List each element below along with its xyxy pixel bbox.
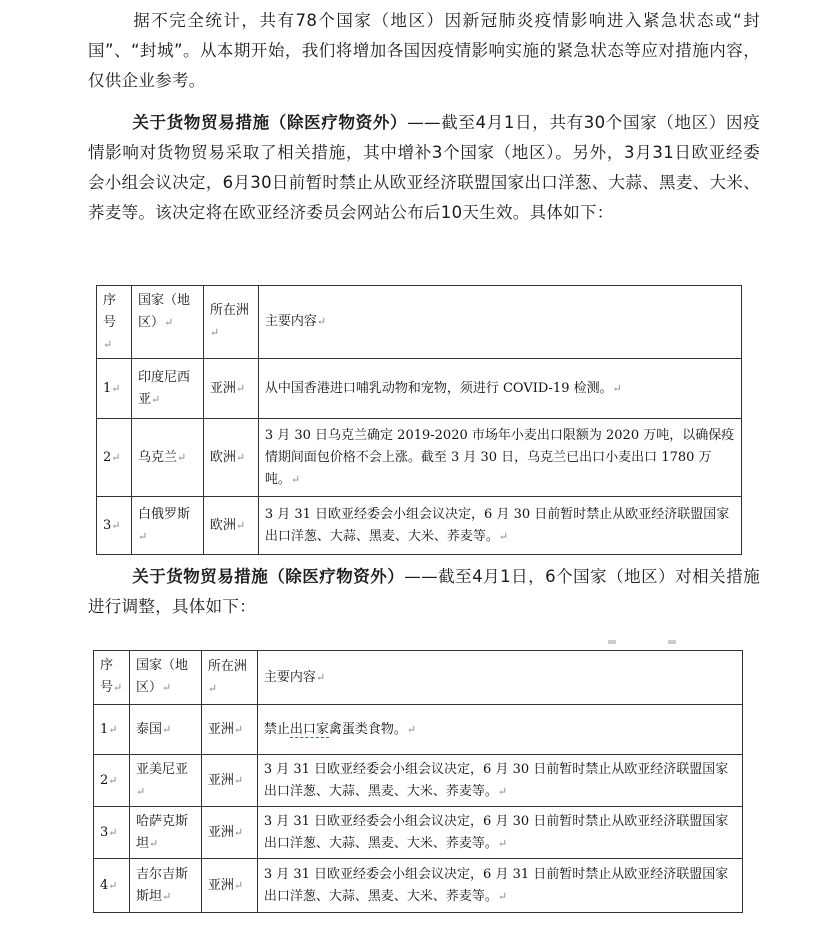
section2-paragraph <box>88 562 760 622</box>
row-country: 吉尔吉斯斯坦↵ <box>129 859 201 913</box>
intro-paragraph-2 <box>88 108 760 228</box>
row-country: 印度尼西亚↵ <box>131 359 203 419</box>
table-header-row <box>97 286 742 359</box>
row-continent: 亚洲↵ <box>201 859 257 913</box>
row-content: 3 月 31 日欧亚经委会小组会议决定，6 月 30 日前暂时禁止从欧亚经济联盟国家出口洋葱、大蒜、黑麦、大米、荞麦等。↵ <box>258 497 741 555</box>
header-no: 序号↵ <box>97 286 132 359</box>
table-row <box>97 359 742 419</box>
header-country: 国家（地区）↵ <box>129 651 201 705</box>
row-no: 3↵ <box>97 497 132 555</box>
header-continent: 所在洲↵ <box>203 286 258 359</box>
row-content: 从中国香港进口哺乳动物和宠物，须进行 COVID-19 检测。↵ <box>258 359 741 419</box>
table-row <box>94 755 743 807</box>
intro-paragraph-2-text: ——截至4月1日，共有30个国家（地区）因疫情影响对货物贸易采取了相关措施，其中增补3个国家（地区）。另外，3月31日欧亚经委会小组会议决定，6月30日前暂时禁止从欧亚经济联盟国家出口洋葱、大蒜、黑麦、大米、荞麦等。该决定将在欧亚经济委员会网站公布后10天生效。具体如下： <box>88 113 760 222</box>
section2-paragraph-text: ——截至4月1日，6个国家（地区）对相关措施进行调整，具体如下： <box>88 567 760 616</box>
table-row <box>94 705 743 755</box>
row-no: 2↵ <box>97 419 132 497</box>
intro-paragraph-1-text: 据不完全统计，共有78个国家（地区）因新冠肺炎疫情影响进入紧急状态或“封国”、“封城”。从本期开始，我们将增加各国因疫情影响实施的紧急状态等应对措施内容，仅供企业参考。 <box>88 11 760 90</box>
scan-artifact <box>668 640 676 644</box>
table-row <box>94 859 743 913</box>
row-continent: 亚洲↵ <box>201 755 257 807</box>
row-country: 亚美尼亚↵ <box>129 755 201 807</box>
header-content: 主要内容↵ <box>257 651 742 705</box>
row-no: 2↵ <box>94 755 130 807</box>
row-content: 3 月 31 日欧亚经委会小组会议决定，6 月 30 日前暂时禁止从欧亚经济联盟国家出口洋葱、大蒜、黑麦、大米、荞麦等。↵ <box>257 755 742 807</box>
row-country: 乌克兰↵ <box>131 419 203 497</box>
row-country: 白俄罗斯↵ <box>131 497 203 555</box>
table-header-row <box>94 651 743 705</box>
row-continent: 亚洲↵ <box>201 807 257 859</box>
row-continent: 亚洲↵ <box>203 359 258 419</box>
header-continent: 所在洲↵ <box>201 651 257 705</box>
row-no: 3↵ <box>94 807 130 859</box>
row-content: 3 月 31 日欧亚经委会小组会议决定，6 月 31 日前暂时禁止从欧亚经济联盟国家出口洋葱、大蒜、黑麦、大米、荞麦等。↵ <box>257 859 742 913</box>
row-content: 3 月 30 日乌克兰确定 2019-2020 市场年小麦出口限额为 2020 万吨，以确保疫情期间面包价格不会上涨。截至 3 月 30 日，乌克兰已出口小麦出口 1780 万吨。↵ <box>258 419 741 497</box>
header-no: 序号↵ <box>94 651 130 705</box>
row-no: 1↵ <box>94 705 130 755</box>
row-country: 哈萨克斯坦↵ <box>129 807 201 859</box>
goods-trade-heading-2: 关于货物贸易措施（除医疗物资外） <box>132 567 405 586</box>
row-continent: 欧洲↵ <box>203 419 258 497</box>
row-content: 禁止出口家禽蛋类食物。↵ <box>257 705 742 755</box>
table-row <box>97 419 742 497</box>
header-content: 主要内容↵ <box>258 286 741 359</box>
goods-trade-heading: 关于货物贸易措施（除医疗物资外） <box>132 113 408 132</box>
row-continent: 亚洲↵ <box>201 705 257 755</box>
intro-paragraph-1 <box>88 6 760 96</box>
row-content: 3 月 31 日欧亚经委会小组会议决定，6 月 30 日前暂时禁止从欧亚经济联盟国家出口洋葱、大蒜、黑麦、大米、荞麦等。↵ <box>257 807 742 859</box>
measures-table-new <box>96 285 742 555</box>
row-no: 1↵ <box>97 359 132 419</box>
row-country: 泰国↵ <box>129 705 201 755</box>
row-no: 4↵ <box>94 859 130 913</box>
table-row <box>94 807 743 859</box>
row-continent: 欧洲↵ <box>203 497 258 555</box>
measures-table-adjusted <box>93 650 743 913</box>
header-country: 国家（地区）↵ <box>131 286 203 359</box>
scan-artifact <box>608 640 616 644</box>
table-row <box>97 497 742 555</box>
